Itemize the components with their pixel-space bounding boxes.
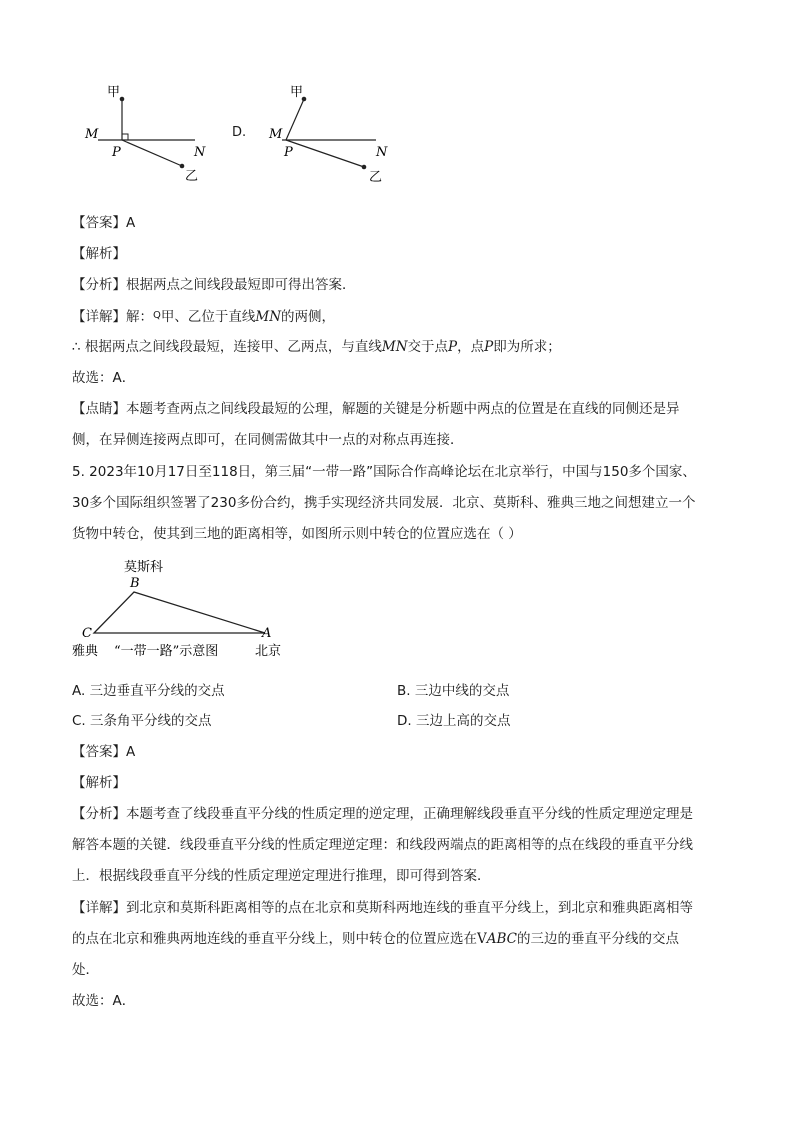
q5-xiangjie-text: 的点在北京和雅典两地连线的垂直平分线上，则中转仓的位置应选在 xyxy=(72,931,477,947)
option-text: 三边上高的交点 xyxy=(415,713,511,729)
q4-answer-tag: 【答案】 xyxy=(72,215,126,231)
option-a xyxy=(72,681,225,701)
q4-dianjing-line-2: 侧，在异侧连接两点即可，在同侧需做其中一点的对称点再连接． xyxy=(72,432,464,448)
fig-d-jia-label: 甲 xyxy=(290,85,304,100)
q4-xiangjie-text: 的两侧， xyxy=(281,309,336,325)
moscow-label: 莫斯科 xyxy=(124,560,164,575)
figure-d-diagram xyxy=(266,80,396,185)
q5-xiangjie-line-2 xyxy=(72,929,679,949)
q4-dianjing-text: 本题考查两点之间线段最短的公理，解题的关键是分析题中两点的位置是在直线的同侧还是异 xyxy=(126,401,680,417)
point-p: P xyxy=(484,339,494,355)
option-text: 三边垂直平分线的交点 xyxy=(89,683,225,699)
option-key: C. xyxy=(72,713,86,729)
triangle-map-figure xyxy=(72,555,302,665)
q4-dianjing-line-1 xyxy=(72,399,680,419)
q5-choice: 故选：A． xyxy=(72,993,136,1009)
q5-xiangjie-line-1 xyxy=(72,898,693,918)
q4-xiangjie-line-1 xyxy=(72,306,335,327)
q4-answer-line xyxy=(72,213,135,233)
fig-d-m-label: M xyxy=(269,127,283,142)
fig-c-m-label: M xyxy=(85,127,99,142)
vertex-c-label: C xyxy=(82,626,92,641)
option-key: A. xyxy=(72,683,86,699)
option-key: D. xyxy=(397,713,412,729)
q5-fenxi-line-2: 解答本题的关键．线段垂直平分线的性质定理逆定理：和线段两端点的距离相等的点在线段的垂直平分线 xyxy=(72,837,693,853)
triangle-abc: ABC xyxy=(486,931,517,947)
q5-fenxi-line-1 xyxy=(72,804,693,824)
q5-fenxi-line-3: 上．根据线段垂直平分线的性质定理逆定理进行推理，即可得到答案． xyxy=(72,868,491,884)
beijing-label: 北京 xyxy=(255,644,282,659)
fig-d-yi-label: 乙 xyxy=(369,170,383,185)
q4-fenxi-line xyxy=(72,275,356,295)
fig-c-yi-label: 乙 xyxy=(185,169,199,184)
option-d xyxy=(397,711,510,731)
q5-xiangjie-tag: 【详解】 xyxy=(72,900,126,916)
fig-d-n-label: N xyxy=(376,145,388,160)
line-mn: MN xyxy=(381,339,408,355)
q4-analysis-tag: 【解析】 xyxy=(72,246,126,262)
q5-answer-tag: 【答案】 xyxy=(72,744,126,760)
because-symbol: Q xyxy=(153,310,161,321)
q5-stem-line-1: 5. 2023年10月17日至118日，第三届“一带一路”国际合作高峰论坛在北京举行，中国与150多个国家、 xyxy=(72,464,696,480)
q4-xiangjie-text: 即为所求； xyxy=(493,339,561,355)
option-text: 三边中线的交点 xyxy=(414,683,510,699)
therefore-symbol: ∴ xyxy=(72,339,81,355)
fig-c-p-label: P xyxy=(112,145,121,160)
line-mn: MN xyxy=(255,309,282,325)
option-d-label: D. xyxy=(232,125,247,140)
point-p: P xyxy=(448,339,458,355)
figure-c-diagram xyxy=(82,80,222,185)
vertex-a-label: A xyxy=(262,626,272,641)
vertex-b-label: B xyxy=(130,576,140,591)
q5-analysis-tag: 【解析】 xyxy=(72,775,126,791)
q4-xiangjie-text: 根据两点之间线段最短，连接甲、乙两点，与直线 xyxy=(84,339,382,355)
option-c xyxy=(72,711,212,731)
q5-xiangjie-text: 到北京和莫斯科距离相等的点在北京和莫斯科两地连线的垂直平分线上，到北京和雅典距离相等 xyxy=(126,900,693,916)
q4-xiangjie-text: 甲、乙位于直线 xyxy=(160,309,256,325)
fig-d-p-label: P xyxy=(284,145,293,160)
triangle-symbol: V xyxy=(477,931,487,947)
q4-xiangjie-tag: 【详解】 xyxy=(72,309,126,325)
option-key: B. xyxy=(397,683,411,699)
option-text: 三条角平分线的交点 xyxy=(90,713,212,729)
q5-xiangjie-line-3: 处． xyxy=(72,962,99,978)
q4-xiangjie-text: 解： xyxy=(126,309,153,325)
q4-xiangjie-text: 交于点 xyxy=(407,339,449,355)
q4-dianjing-tag: 【点睛】 xyxy=(72,401,126,417)
q4-xiangjie-line-2 xyxy=(72,337,561,357)
q5-answer-line xyxy=(72,742,135,762)
q4-xiangjie-text: ，点 xyxy=(457,339,485,355)
q4-fenxi-text: 根据两点之间线段最短即可得出答案． xyxy=(126,277,356,293)
option-b xyxy=(397,681,509,701)
q5-answer-value: A xyxy=(126,744,136,760)
q5-stem-line-3: 货物中转仓，使其到三地的距离相等，如图所示则中转仓的位置应选在（ ） xyxy=(72,526,522,542)
q4-choice: 故选：A． xyxy=(72,370,136,386)
fig-c-n-label: N xyxy=(194,145,206,160)
q5-xiangjie-text: 的三边的垂直平分线的交点 xyxy=(517,931,679,947)
fig-c-jia-label: 甲 xyxy=(107,85,121,100)
q4-fenxi-tag: 【分析】 xyxy=(72,277,126,293)
q5-fenxi-text: 本题考查了线段垂直平分线的性质定理的逆定理，正确理解线段垂直平分线的性质定理逆定理是 xyxy=(126,806,693,822)
q4-answer-value: A xyxy=(126,215,136,231)
athens-label: 雅典 xyxy=(72,644,99,659)
q5-stem-line-2: 30多个国际组织签署了230多份合约，携手实现经济共同发展．北京、莫斯科、雅典三地之间想建立一个 xyxy=(72,495,696,511)
q5-fenxi-tag: 【分析】 xyxy=(72,806,126,822)
map-caption: “一带一路”示意图 xyxy=(114,644,219,659)
